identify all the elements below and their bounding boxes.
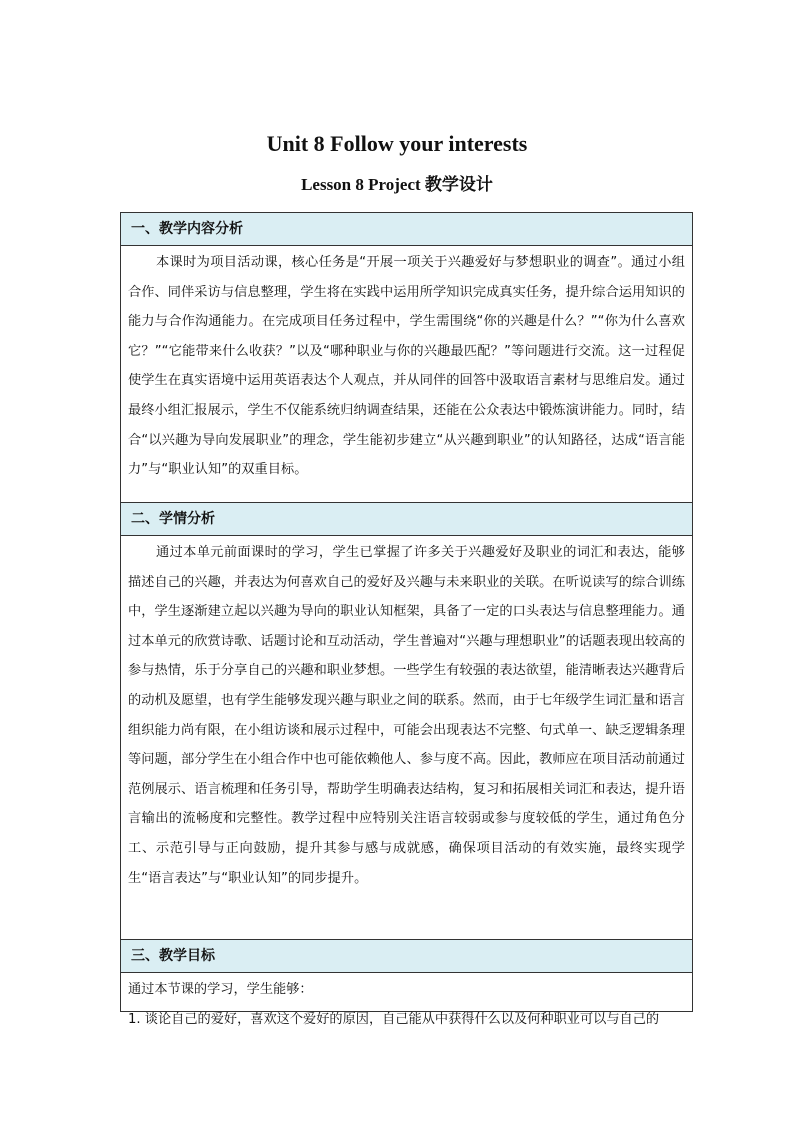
content-analysis-paragraph: 本课时为项目活动课，核心任务是“开展一项关于兴趣爱好与梦想职业的调查”。通过小组合作、同伴采访与信息整理，学生将在实践中运用所学知识完成真实任务，提升综合运用知识的能力与合作沟通能力。在完成项目任务过程中，学生需围绕“你的兴趣是什么？”“你为什么喜欢它？”“它能带来什么收获？”以及“哪种职业与你的兴趣最匹配？”等问题进行交流。这一过程促使学生在真实语境中运用英语表达个人观点，并从同伴的回答中汲取语言素材与思维启发。通过最终小组汇报展示，学生不仅能系统归纳调查结果，还能在公众表达中锻炼演讲能力。同时，结合“以兴趣为导向发展职业”的理念，学生能初步建立“从兴趣到职业”的认知路径，达成“语言能力”与“职业认知”的双重目标。 [128, 255, 685, 478]
lesson-plan-table [120, 212, 693, 1027]
section-heading-learner-analysis: 二、学情分析 [121, 503, 692, 536]
document-title: Unit 8 Follow your interests [266, 131, 528, 156]
objective-item-1: 1. 谈论自己的爱好，喜欢这个爱好的原因，自己能从中获得什么以及何种职业可以与自己的 [128, 1011, 660, 1027]
section-body-content-analysis [121, 246, 692, 503]
section-heading-objectives: 三、教学目标 [121, 940, 692, 973]
document-subtitle: Lesson 8 Project 教学设计 [301, 175, 493, 194]
section-heading-content-analysis: 一、教学内容分析 [121, 213, 692, 246]
objectives-intro: 通过本节课的学习，学生能够： [128, 982, 313, 997]
section-body-objectives [121, 973, 692, 1036]
section-body-learner-analysis [121, 536, 692, 940]
learner-analysis-paragraph: 通过本单元前面课时的学习，学生已掌握了许多关于兴趣爱好及职业的词汇和表达，能够描述自己的兴趣，并表达为何喜欢自己的爱好及兴趣与未来职业的关联。在听说读写的综合训练中，学生逐渐建立起以兴趣为导向的职业认知框架，具备了一定的口头表达与信息整理能力。通过本单元的欣赏诗歌、话题讨论和互动活动，学生普遍对“兴趣与理想职业”的话题表现出较高的参与热情，乐于分享自己的兴趣和职业梦想。一些学生有较强的表达欲望，能清晰表达兴趣背后的动机及愿望，也有学生能够发现兴趣与职业之间的联系。然而，由于七年级学生词汇量和语言组织能力尚有限，在小组访谈和展示过程中，可能会出现表达不完整、句式单一、缺乏逻辑条理等问题，部分学生在小组合作中也可能依赖他人、参与度不高。因此，教师应在项目活动前通过范例展示、语言梳理和任务引导，帮助学生明确表达结构，复习和拓展相关词汇和表达，提升语言输出的流畅度和完整性。教学过程中应特别关注语言较弱或参与度较低的学生，通过角色分工、示范引导与正向鼓励，提升其参与感与成就感，确保项目活动的有效实施，最终实现学生“语言表达”与“职业认知”的同步提升。 [128, 545, 685, 886]
